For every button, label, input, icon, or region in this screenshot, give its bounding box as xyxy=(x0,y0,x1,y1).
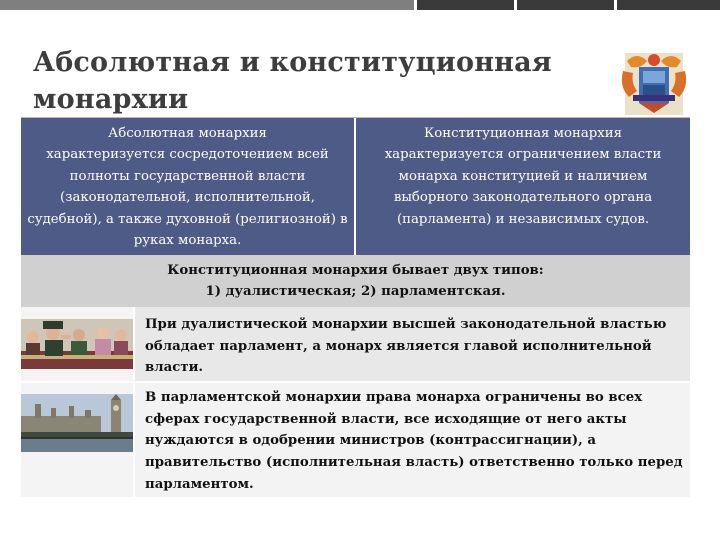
coat-of-arms-icon xyxy=(617,51,691,117)
absolute-monarchy-text: характеризуется сосредоточением всей полноты государственной власти (законодательной, исполнительной, судебной), а также духовной (религиозной) в руках монарха. xyxy=(27,147,348,249)
column-divider xyxy=(133,307,135,497)
westminster-palace-photo xyxy=(21,394,133,452)
types-line-1: Конституционная монархия бывает двух типов: xyxy=(167,263,544,278)
parliamentary-monarchy-text: В парламентской монархии права монарха ограничены во всех сферах государственной власти, все исходящие от него акты нуждаются в одобрении министров (контрассигнации), а правительство (исполнительная власть) ответственно только перед парламентом. xyxy=(135,383,690,497)
constitutional-monarchy-cell xyxy=(356,118,690,255)
types-line-2: 1) дуалистическая; 2) парламентская. xyxy=(205,284,506,299)
slide-title: Абсолютная и конституционная монархии xyxy=(33,47,552,115)
royal-family-photo xyxy=(21,307,133,379)
top-bar-divider xyxy=(514,0,517,10)
row-divider xyxy=(21,381,690,383)
monarchy-types-row xyxy=(21,255,690,307)
constitutional-monarchy-text: характеризуется ограничением власти монарха конституцией и наличием выборного законодательного органа (парламента) и независимых судов. xyxy=(384,147,662,227)
constitutional-monarchy-heading: Конституционная монархия xyxy=(423,126,623,141)
top-bar-divider xyxy=(414,0,417,10)
absolute-monarchy-heading: Абсолютная монархия xyxy=(108,126,267,141)
top-decorative-bar-dark xyxy=(414,0,720,10)
top-bar-divider xyxy=(614,0,617,10)
comparison-header-row xyxy=(21,117,690,255)
dualistic-monarchy-text: При дуалистической монархии высшей законодательной властью обладает парламент, а монарх является главой исполнительной власти. xyxy=(135,307,690,381)
absolute-monarchy-cell xyxy=(21,118,354,255)
